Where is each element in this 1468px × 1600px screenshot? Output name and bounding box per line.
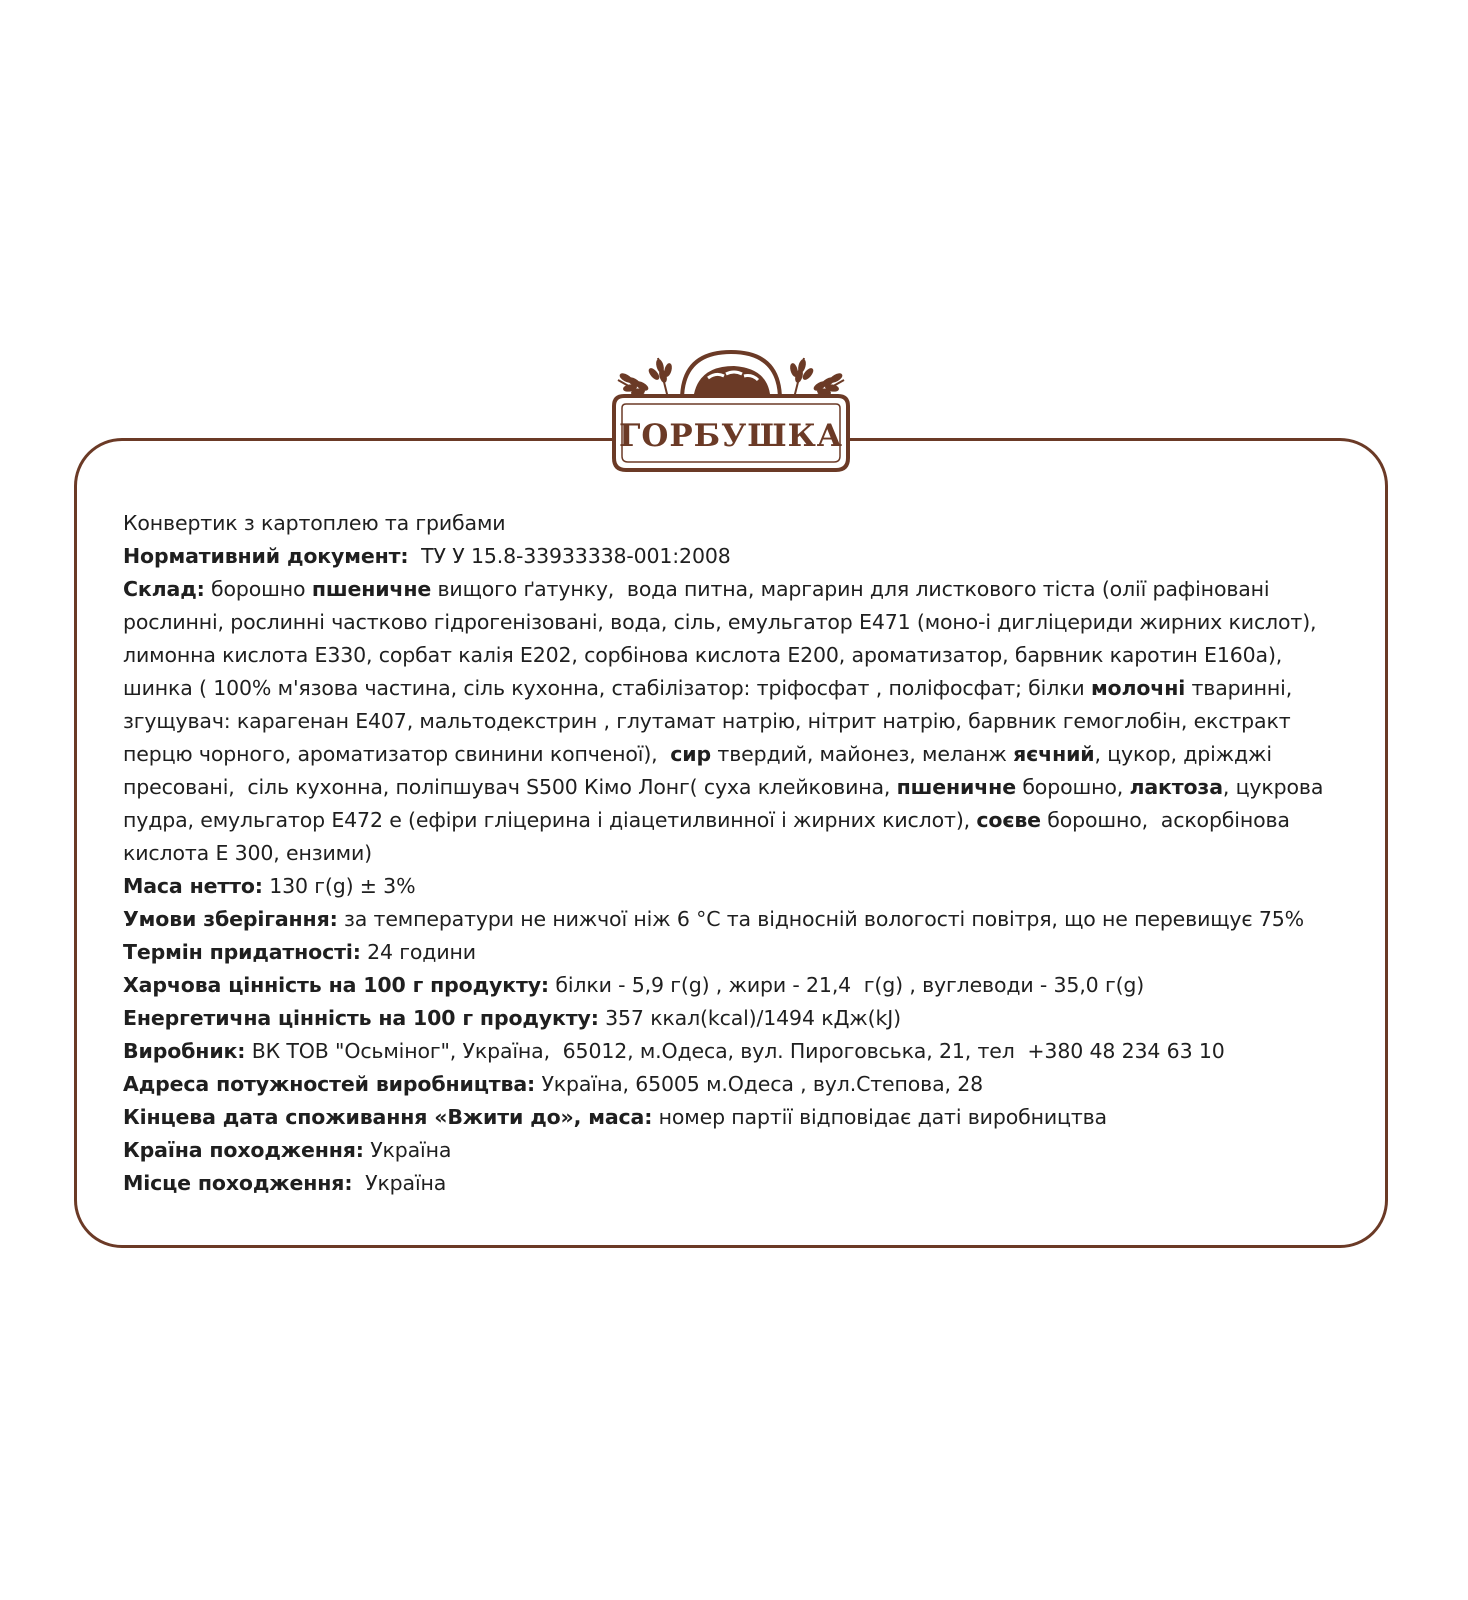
field-label: Місце походження: (123, 1171, 353, 1195)
field-label: Харчова цінність на 100 г продукту: (123, 973, 549, 997)
field-label: Маса нетто: (123, 874, 263, 898)
brand-logo (608, 348, 854, 476)
field-row (123, 969, 1343, 1002)
field-value-segment: тваринні, згущувач: карагенан Е407, мальтодекстрин , глутамат натрію, нітрит натрію, барвник гемоглобін, екстракт перцю чорного, ароматизатор свинини копченої), (123, 676, 1299, 766)
allergen-highlight: пшеничне (896, 775, 1016, 799)
allergen-highlight: яєчний (1013, 742, 1095, 766)
field-value: 24 години (360, 940, 476, 964)
allergen-highlight: сир (670, 742, 712, 766)
allergen-highlight: молочні (1090, 676, 1186, 700)
field-value-segment: твердий, майонез, меланж (711, 742, 1014, 766)
field-row (123, 1035, 1343, 1068)
field-value: ВК ТОВ "Осьміног", Україна, 65012, м.Одеса, вул. Пироговська, 21, тел +380 48 234 63 10 (245, 1039, 1225, 1063)
field-row (123, 1101, 1343, 1134)
field-value-segment: борошно, аскорбінова кислота Е 300, ензими) (123, 808, 1297, 865)
field-row (123, 936, 1343, 969)
field-row (123, 540, 1343, 573)
field-value: 130 г(g) ± 3% (262, 874, 416, 898)
field-value-segment: борошно (204, 577, 312, 601)
field-row (123, 1134, 1343, 1167)
field-value-segment: вищого ґатунку, вода питна, маргарин для листкового тіста (олії рафіновані рослинні, рослинні частково гідрогенізовані, вода, сіль, емульгатор Е471 (моно-і дигліцериди жирних кислот), лимонна кислота Е330, сорбат калія Е202, сорбінова кислота Е200, ароматизатор, барвник каротин Е160а), шинка ( 100% м'язова частина, сіль кухонна, стабілізатор: тріфосфат , поліфосфат; білки (123, 577, 1323, 700)
field-label: Кінцева дата споживання «Вжити до», маса: (123, 1105, 653, 1129)
field-row (123, 573, 1343, 870)
field-value-segment: , цукрова пудра, емульгатор Е472 е (ефіри гліцерина і діацетилвинної і жирних кислот), (123, 775, 1330, 832)
allergen-highlight: пшеничне (311, 577, 432, 601)
field-label: Термін придатності: (123, 940, 361, 964)
field-value: 357 ккал(kcal)/1494 кДж(kJ) (598, 1006, 901, 1030)
product-info (123, 507, 1343, 1200)
field-label: Адреса потужностей виробництва: (123, 1072, 536, 1096)
field-value-segment: борошно, (1015, 775, 1130, 799)
field-value: ТУ У 15.8-33933338-001:2008 (408, 544, 731, 568)
allergen-highlight: лактоза (1129, 775, 1223, 799)
field-value-segment: , цукор, дріжджі пресовані, сіль кухонна, поліпшувач S500 Кімо Лонг( суха клейковина, (123, 742, 1279, 799)
brand-name: ГОРБУШКА (618, 418, 844, 454)
field-row (123, 1002, 1343, 1035)
field-row (123, 903, 1343, 936)
field-value: за температури не нижчої ніж 6 °С та відносній вологості повітря, що не перевищує 75% (337, 907, 1304, 931)
allergen-highlight: соєве (976, 808, 1041, 832)
field-value: Україна (352, 1171, 447, 1195)
field-label: Країна походження: (123, 1138, 364, 1162)
product-title: Конвертик з картоплею та грибами (123, 511, 506, 535)
field-value: номер партії відповідає даті виробництва (652, 1105, 1107, 1129)
field-label: Склад: (123, 577, 205, 601)
product-fields (123, 540, 1343, 1200)
field-value: білки - 5,9 г(g) , жири - 21,4 г(g) , вуглеводи - 35,0 г(g) (548, 973, 1145, 997)
field-label: Енергетична цінність на 100 г продукту: (123, 1006, 599, 1030)
field-label: Нормативний документ: (123, 544, 409, 568)
field-label: Виробник: (123, 1039, 246, 1063)
field-value: Україна, 65005 м.Одеса , вул.Степова, 28 (535, 1072, 984, 1096)
field-label: Умови зберігання: (123, 907, 338, 931)
field-row (123, 870, 1343, 903)
field-value: Україна (363, 1138, 452, 1162)
field-row (123, 1167, 1343, 1200)
field-row (123, 1068, 1343, 1101)
